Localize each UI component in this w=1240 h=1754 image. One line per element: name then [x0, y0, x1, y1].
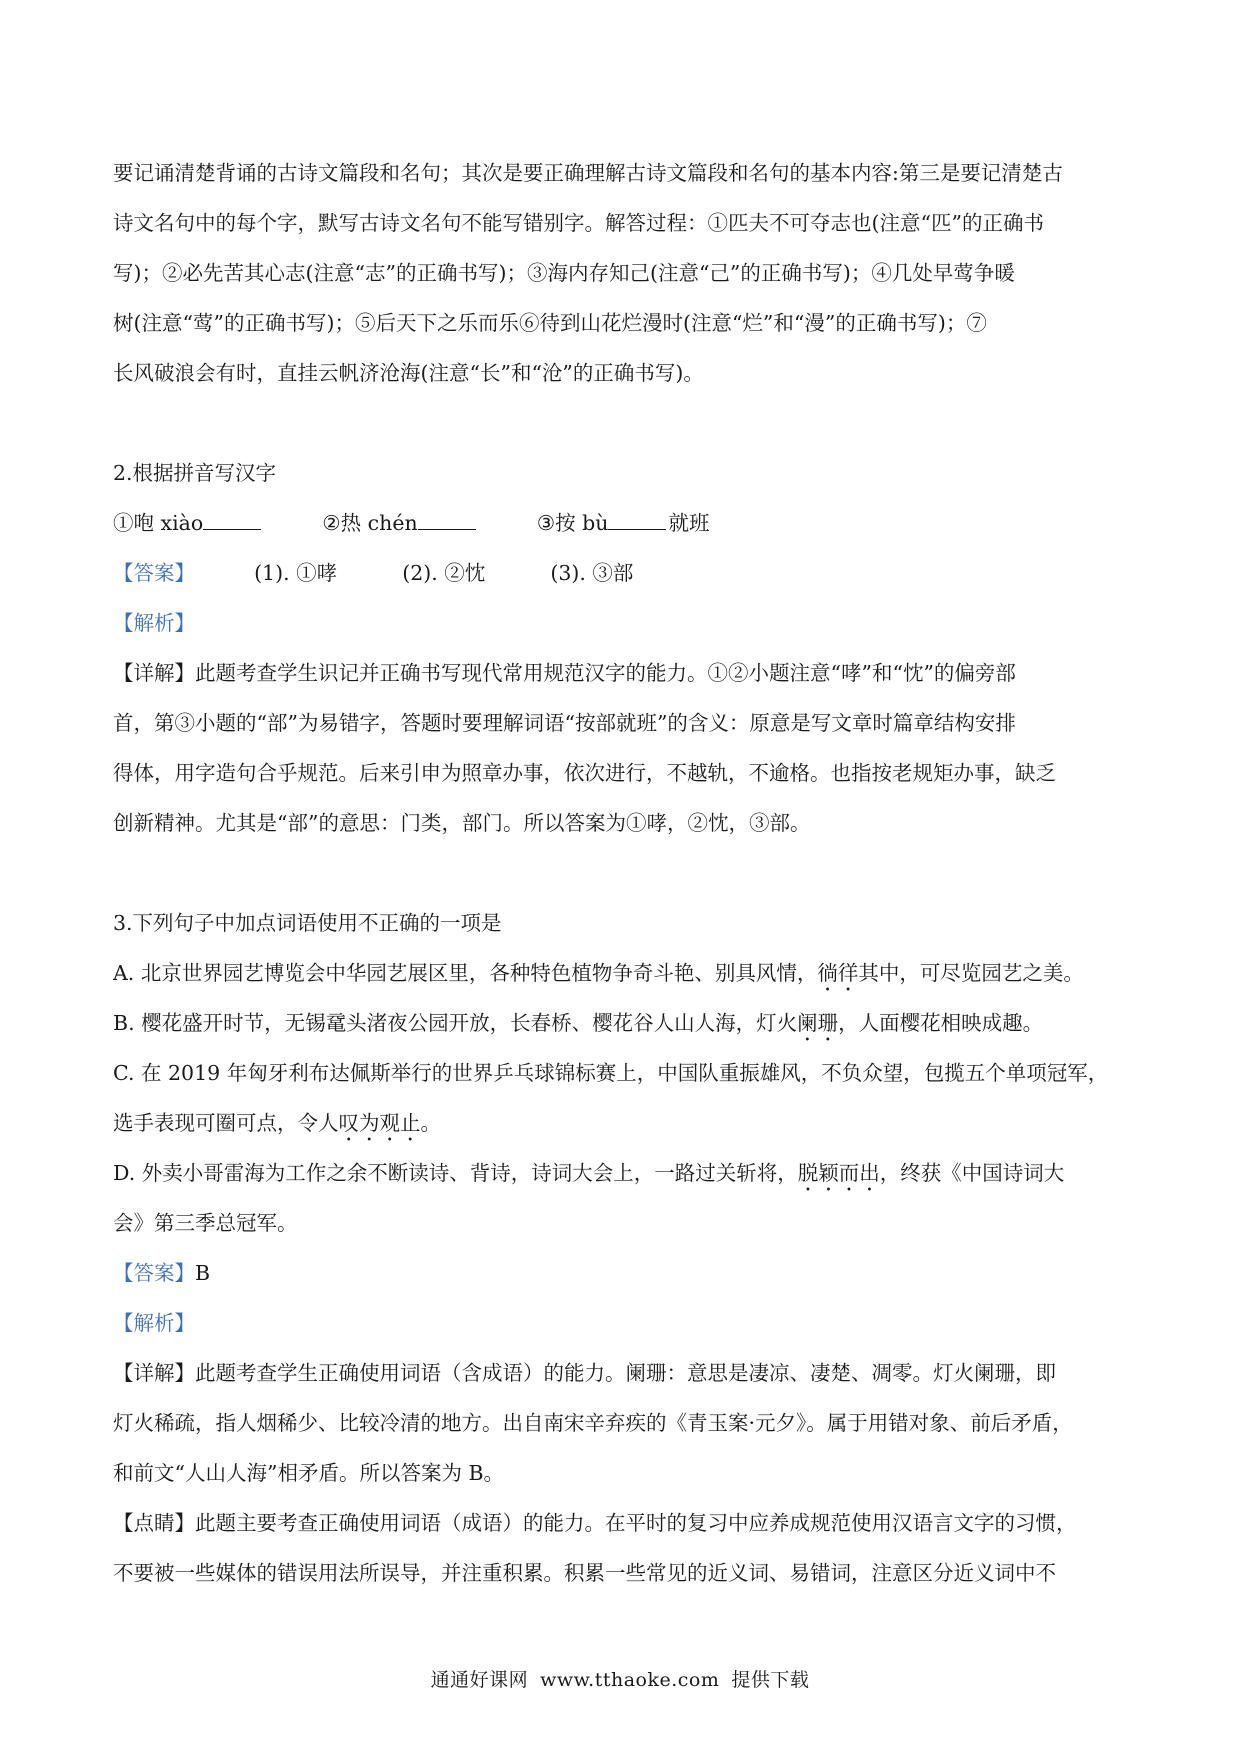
question-3: [113, 898, 1133, 1598]
detail-line: 创新精神。尤其是“部”的意思：门类，部门。所以答案为①哮，②忱，③部。: [113, 811, 811, 835]
option-c-continued: [113, 1098, 1133, 1148]
option-text: 其中，可尽览园艺之美。: [858, 961, 1084, 985]
text-line: 诗文名句中的每个字，默写古诗文名句不能写错别字。解答过程：①匹夫不可夺志也(注意“匹”的正确书: [113, 211, 1044, 235]
option-text: ，人面樱花相映成趣。: [838, 1011, 1044, 1035]
answer-tag: 【答案】: [113, 1261, 195, 1285]
question-title: 3.下列句子中加点词语使用不正确的一项是: [113, 911, 502, 935]
option-text: ，终获《中国诗词大: [879, 1161, 1065, 1185]
analysis-tag: 【解析】: [113, 611, 195, 635]
answer-blank: [203, 509, 261, 530]
text-line: 长风破浪会有时，直挂云帆济沧海(注意“长”和“沧”的正确书写)。: [113, 361, 704, 385]
analysis-tag: 【解析】: [113, 1311, 195, 1335]
option-text: 选手表现可圈可点，令人: [113, 1111, 339, 1135]
dotted-word: 徜徉: [817, 961, 859, 985]
item-2-prefix: ②热 chén: [322, 511, 418, 535]
option-a: [113, 948, 1133, 998]
footer-url: www.tthaoke.com: [540, 1669, 720, 1691]
dotted-word: 脱颖而出: [797, 1161, 880, 1185]
option-b: [113, 998, 1133, 1048]
question-2: [113, 448, 1133, 848]
answer-blank: [418, 509, 476, 530]
option-d-continued: 会》第三季总冠军。: [113, 1211, 298, 1235]
answer-line: [113, 548, 1133, 598]
dotted-word: 阑珊: [797, 1011, 839, 1035]
detail-line: 得体，用字造句合乎规范。后来引申为照章办事，依次进行，不越轨，不逾格。也指按老规矩办事，缺乏: [113, 761, 1056, 785]
q1-analysis-continued: [113, 148, 1133, 398]
text-line: 要记诵清楚背诵的古诗文篇段和名句；其次是要正确理解古诗文篇段和名句的基本内容:第三是要记清楚古: [113, 161, 1063, 185]
option-text: B. 樱花盛开时节，无锡鼋头渚夜公园开放，长春桥、樱花谷人山人海，灯火: [113, 1011, 798, 1035]
detail-line: 【详解】此题考查学生识记并正确书写现代常用规范汉字的能力。①②小题注意“哮”和“忱”的偏旁部: [113, 661, 1016, 685]
question-title: 2.根据拼音写汉字: [113, 461, 277, 485]
item-1-prefix: ①咆 xiào: [113, 511, 204, 535]
footer-site-name: 通通好课网: [430, 1669, 529, 1691]
answer-blank: [608, 509, 666, 530]
dianjing-line: 不要被一些媒体的错误用法所误导，并注重积累。积累一些常见的近义词、易错词，注意区分近义词中不: [113, 1561, 1056, 1585]
question-items: [113, 498, 1133, 548]
answer-tag: 【答案】: [113, 561, 195, 585]
detail-line: 灯火稀疏，指人烟稀少、比较冷清的地方。出自南宋辛弃疾的《青玉案·元夕》。属于用错对象、前后矛盾，: [113, 1411, 1073, 1435]
option-text: A. 北京世界园艺博览会中华园艺展区里，各种特色植物争奇斗艳、别具风情，: [113, 961, 818, 985]
detail-line: 【详解】此题考查学生正确使用词语（含成语）的能力。阑珊：意思是凄凉、凄楚、凋零。灯火阑珊，即: [113, 1361, 1056, 1385]
page-content: [113, 148, 1133, 1598]
dotted-word: 叹为观止: [338, 1111, 421, 1135]
answer-value: B: [195, 1261, 211, 1285]
text-line: 树(注意“莺”的正确书写)；⑤后天下之乐而乐⑥待到山花烂漫时(注意“烂”和“漫”的正确书写)；⑦: [113, 311, 987, 335]
option-text: 。: [420, 1111, 441, 1135]
option-c: C. 在 2019 年匈牙利布达佩斯举行的世界乒乓球锦标赛上，中国队重振雄风，不负众望，包揽五个单项冠军，: [113, 1061, 1109, 1085]
item-3-suffix: 就班: [668, 511, 710, 535]
option-d: [113, 1148, 1133, 1198]
answer-item: (2). ②忱: [402, 561, 486, 585]
page-footer: [0, 1665, 1240, 1692]
item-3-prefix: ③按 bù: [536, 511, 609, 535]
option-text: D. 外卖小哥雷海为工作之余不断读诗、背诗，诗词大会上，一路过关斩将，: [113, 1161, 798, 1185]
answer-line: [113, 1248, 1133, 1298]
dianjing-line: 【点睛】此题主要考查正确使用词语（成语）的能力。在平时的复习中应养成规范使用汉语言文字的习惯，: [113, 1511, 1077, 1535]
detail-line: 首，第③小题的“部”为易错字，答题时要理解词语“按部就班”的含义：原意是写文章时篇章结构安排: [113, 711, 1016, 735]
answer-item: (3). ③部: [550, 561, 634, 585]
detail-line: 和前文“人山人海”相矛盾。所以答案为 B。: [113, 1461, 505, 1485]
footer-note: 提供下载: [731, 1669, 810, 1691]
text-line: 写)；②必先苦其心志(注意“志”的正确书写)；③海内存知己(注意“己”的正确书写)；④几处早莺争暖: [113, 261, 1015, 285]
answer-item: (1). ①哮: [254, 561, 338, 585]
